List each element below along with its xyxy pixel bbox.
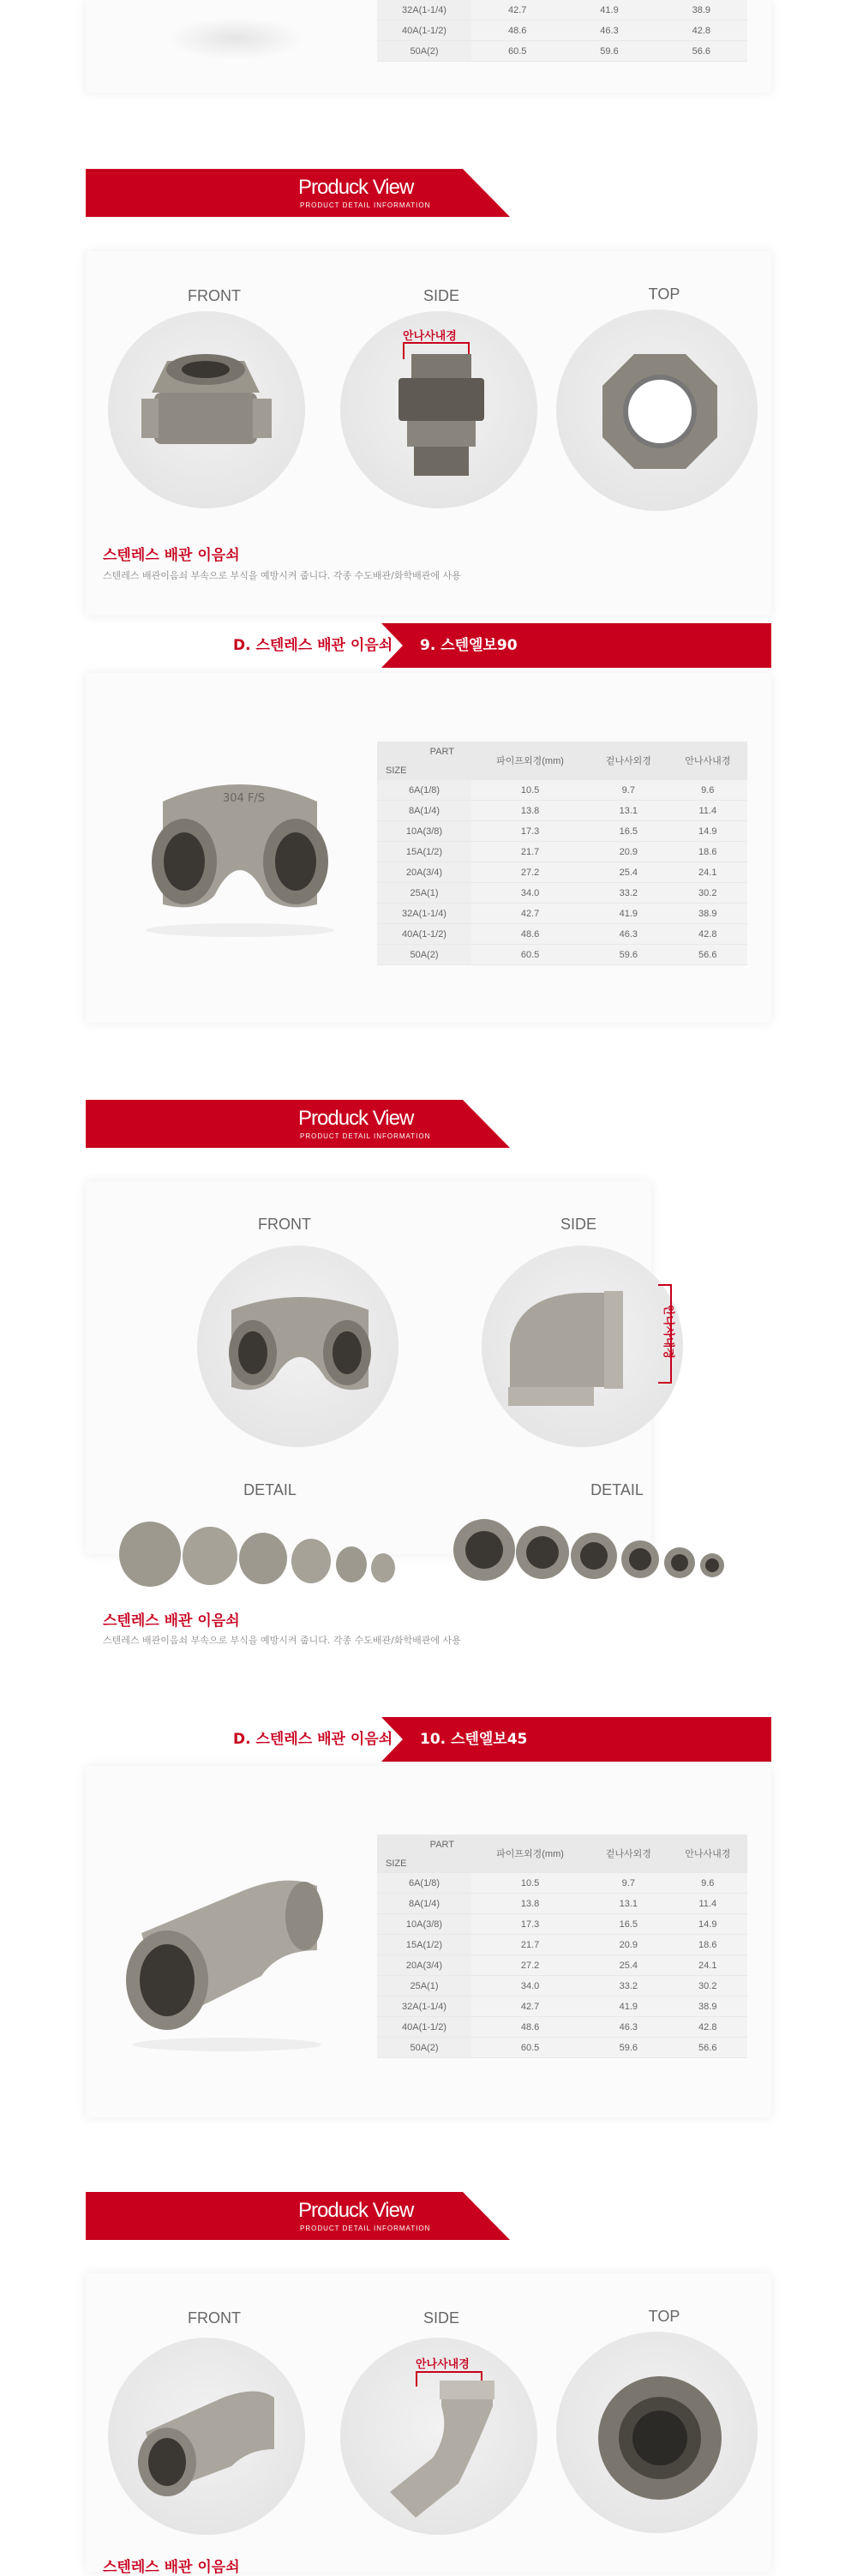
union-top-image: [596, 347, 724, 476]
table-row: [377, 1873, 747, 1894]
size-cell: 20A(3/4): [377, 862, 471, 883]
value-cell: 20.9: [589, 842, 668, 862]
value-cell: 56.6: [656, 41, 747, 62]
value-cell: 25.4: [589, 862, 668, 883]
side-inner-diameter-label: 안나사내경: [416, 2358, 470, 2371]
size-cell: 40A(1-1/2): [377, 21, 471, 41]
size-cell: 50A(2): [377, 41, 471, 62]
elbow45-side-image: [381, 2381, 501, 2526]
size-cell: 15A(1/2): [377, 1935, 471, 1955]
side-inner-diameter-label: 안나사내경: [661, 1305, 674, 1359]
size-cell: 8A(1/4): [377, 801, 471, 821]
elbow90-image: [129, 767, 351, 939]
value-cell: 41.9: [589, 1997, 668, 2017]
value-cell: 33.2: [589, 883, 668, 904]
side-label: SIDE: [560, 1216, 596, 1233]
table-row: [377, 2038, 747, 2058]
banner-title: Produck View: [298, 176, 414, 199]
elbow45-spec-panel: [86, 1766, 771, 2117]
th-size: SIZE: [386, 1858, 407, 1869]
value-cell: 21.7: [471, 842, 589, 862]
th-pipe-od: 파이프외경(mm): [471, 1834, 589, 1873]
union-side-image: [381, 354, 501, 483]
value-cell: 42.7: [471, 0, 563, 21]
elbow45-front-image: [129, 2372, 283, 2501]
table-row: [377, 1955, 747, 1976]
category-label: D. 스텐레스 배관 이음쇠: [233, 637, 393, 654]
value-cell: 48.6: [471, 2017, 589, 2038]
category-bar-elbow45: [86, 1717, 771, 1762]
detail-elbows-front-image: [450, 1511, 758, 1588]
product-name-elbow45: 10. 스텐엘보45: [420, 1731, 528, 1748]
value-cell: 48.6: [471, 21, 563, 41]
elbow90-view-content: [86, 1181, 771, 1661]
value-cell: 14.9: [668, 821, 747, 842]
value-cell: 59.6: [589, 945, 668, 965]
value-cell: 20.9: [589, 1935, 668, 1955]
value-cell: 33.2: [589, 1976, 668, 1997]
elbow90-side-image: [493, 1284, 647, 1413]
table-row: [377, 821, 747, 842]
table-row: [377, 21, 747, 41]
th-pipe-od: 파이프외경(mm): [471, 742, 589, 780]
value-cell: 30.2: [668, 1976, 747, 1997]
banner-subtitle: PRODUCT DETAIL INFORMATION: [300, 2225, 431, 2232]
size-cell: 50A(2): [377, 2038, 471, 2058]
table-row: [377, 945, 747, 965]
category-bar-elbow90: [86, 623, 771, 668]
product-description: 스텐레스 배관이음쇠 부속으로 부식을 예방시켜 줍니다. 각종 수도배관/화학배관에 사용: [103, 1635, 461, 1646]
banner-title: Produck View: [298, 1107, 414, 1130]
value-cell: 46.3: [589, 2017, 668, 2038]
th-female-id: 안나사내경: [668, 1834, 747, 1873]
size-cell: 32A(1-1/4): [377, 0, 471, 21]
value-cell: 13.1: [589, 801, 668, 821]
table-row: [377, 41, 747, 62]
value-cell: 42.7: [471, 1997, 589, 2017]
value-cell: 56.6: [668, 945, 747, 965]
size-cell: 15A(1/2): [377, 842, 471, 862]
value-cell: 17.3: [471, 821, 589, 842]
value-cell: 60.5: [471, 945, 589, 965]
product-view-banner: [86, 1100, 514, 1148]
value-cell: 38.9: [656, 0, 747, 21]
detail-elbows-side-image: [116, 1511, 424, 1588]
value-cell: 46.3: [563, 21, 655, 41]
table-row: [377, 883, 747, 904]
table-row: [377, 0, 747, 21]
value-cell: 13.8: [471, 1894, 589, 1914]
value-cell: 10.5: [471, 1873, 589, 1894]
value-cell: 9.6: [668, 780, 747, 801]
banner-subtitle: PRODUCT DETAIL INFORMATION: [300, 1132, 431, 1140]
value-cell: 41.9: [589, 904, 668, 924]
elbow45-image: [116, 1856, 339, 2053]
size-cell: 6A(1/8): [377, 780, 471, 801]
value-cell: 24.1: [668, 1955, 747, 1976]
table-row: [377, 904, 747, 924]
table-row: [377, 842, 747, 862]
value-cell: 42.8: [668, 924, 747, 945]
value-cell: 14.9: [668, 1914, 747, 1935]
value-cell: 30.2: [668, 883, 747, 904]
value-cell: 13.1: [589, 1894, 668, 1914]
size-cell: 40A(1-1/2): [377, 924, 471, 945]
value-cell: 42.8: [656, 21, 747, 41]
table-row: [377, 780, 747, 801]
elbow90-front-image: [214, 1284, 386, 1413]
table-row: [377, 801, 747, 821]
product-view-banner: [86, 169, 514, 217]
size-cell: 25A(1): [377, 1976, 471, 1997]
value-cell: 42.8: [668, 2017, 747, 2038]
product-description: 스텐레스 배관이음쇠 부속으로 부식을 예방시켜 줍니다. 각종 수도배관/화학배관에 사용: [103, 570, 461, 581]
value-cell: 56.6: [668, 2038, 747, 2058]
value-cell: 9.7: [589, 1873, 668, 1894]
value-cell: 11.4: [668, 801, 747, 821]
value-cell: 9.6: [668, 1873, 747, 1894]
table-row: [377, 862, 747, 883]
th-part: PART: [429, 1840, 454, 1850]
th-size: SIZE: [386, 766, 407, 776]
value-cell: 18.6: [668, 1935, 747, 1955]
size-cell: 32A(1-1/4): [377, 904, 471, 924]
elbow45-top-image: [591, 2369, 728, 2507]
table-row: [377, 1935, 747, 1955]
elbow45-spec-table: [377, 1834, 747, 2058]
top-label: TOP: [648, 2308, 680, 2325]
value-cell: 60.5: [471, 41, 563, 62]
value-cell: 41.9: [563, 0, 655, 21]
size-cell: 25A(1): [377, 883, 471, 904]
detail-label: DETAIL: [243, 1481, 297, 1498]
elbow90-spec-table: [377, 742, 747, 965]
value-cell: 34.0: [471, 1976, 589, 1997]
value-cell: 27.2: [471, 1955, 589, 1976]
top-spec-table-partial: [377, 0, 747, 62]
size-cell: 10A(3/8): [377, 821, 471, 842]
product-shadow: [167, 17, 304, 60]
table-row: [377, 1894, 747, 1914]
side-label: SIDE: [423, 287, 459, 304]
value-cell: 42.7: [471, 904, 589, 924]
table-row: [377, 1914, 747, 1935]
front-label: FRONT: [188, 2309, 241, 2327]
table-row: [377, 924, 747, 945]
size-cell: 32A(1-1/4): [377, 1997, 471, 2017]
category-label: D. 스텐레스 배관 이음쇠: [233, 1731, 393, 1748]
table-row: [377, 1997, 747, 2017]
product-title: 스텐레스 배관 이음쇠: [103, 2559, 240, 2576]
value-cell: 18.6: [668, 842, 747, 862]
product-title: 스텐레스 배관 이음쇠: [103, 547, 240, 564]
size-cell: 40A(1-1/2): [377, 2017, 471, 2038]
union-view-panel: [86, 251, 771, 615]
detail-label: DETAIL: [590, 1481, 644, 1498]
front-label: FRONT: [258, 1216, 311, 1233]
top-label: TOP: [648, 285, 680, 303]
product-title: 스텐레스 배관 이음쇠: [103, 1612, 240, 1630]
value-cell: 38.9: [668, 1997, 747, 2017]
size-cell: 50A(2): [377, 945, 471, 965]
elbow45-view-panel: [86, 2273, 771, 2576]
size-cell: 10A(3/8): [377, 1914, 471, 1935]
size-cell: 8A(1/4): [377, 1894, 471, 1914]
table-row: [377, 2017, 747, 2038]
value-cell: 17.3: [471, 1914, 589, 1935]
value-cell: 48.6: [471, 924, 589, 945]
th-female-id: 안나사내경: [668, 742, 747, 780]
value-cell: 34.0: [471, 883, 589, 904]
banner-title: Produck View: [298, 2199, 414, 2222]
th-male-od: 겉나사외경: [589, 742, 668, 780]
side-label: SIDE: [423, 2309, 459, 2327]
value-cell: 24.1: [668, 862, 747, 883]
value-cell: 10.5: [471, 780, 589, 801]
size-cell: 6A(1/8): [377, 1873, 471, 1894]
value-cell: 11.4: [668, 1894, 747, 1914]
elbow90-stamp: 304 F/S: [223, 792, 266, 805]
value-cell: 16.5: [589, 1914, 668, 1935]
side-inner-diameter-label: 안나사내경: [403, 330, 457, 343]
value-cell: 25.4: [589, 1955, 668, 1976]
banner-subtitle: PRODUCT DETAIL INFORMATION: [300, 201, 431, 209]
value-cell: 60.5: [471, 2038, 589, 2058]
product-name-elbow90: 9. 스텐엘보90: [420, 637, 518, 654]
value-cell: 46.3: [589, 924, 668, 945]
value-cell: 16.5: [589, 821, 668, 842]
front-label: FRONT: [188, 287, 241, 304]
product-view-banner: [86, 2192, 514, 2240]
value-cell: 27.2: [471, 862, 589, 883]
union-front-image: [133, 345, 279, 474]
value-cell: 13.8: [471, 801, 589, 821]
value-cell: 59.6: [589, 2038, 668, 2058]
value-cell: 21.7: [471, 1935, 589, 1955]
th-male-od: 겉나사외경: [589, 1834, 668, 1873]
value-cell: 59.6: [563, 41, 655, 62]
th-part: PART: [429, 747, 454, 757]
value-cell: 38.9: [668, 904, 747, 924]
elbow90-spec-panel: [86, 673, 771, 1023]
size-cell: 20A(3/4): [377, 1955, 471, 1976]
value-cell: 9.7: [589, 780, 668, 801]
table-row: [377, 1976, 747, 1997]
